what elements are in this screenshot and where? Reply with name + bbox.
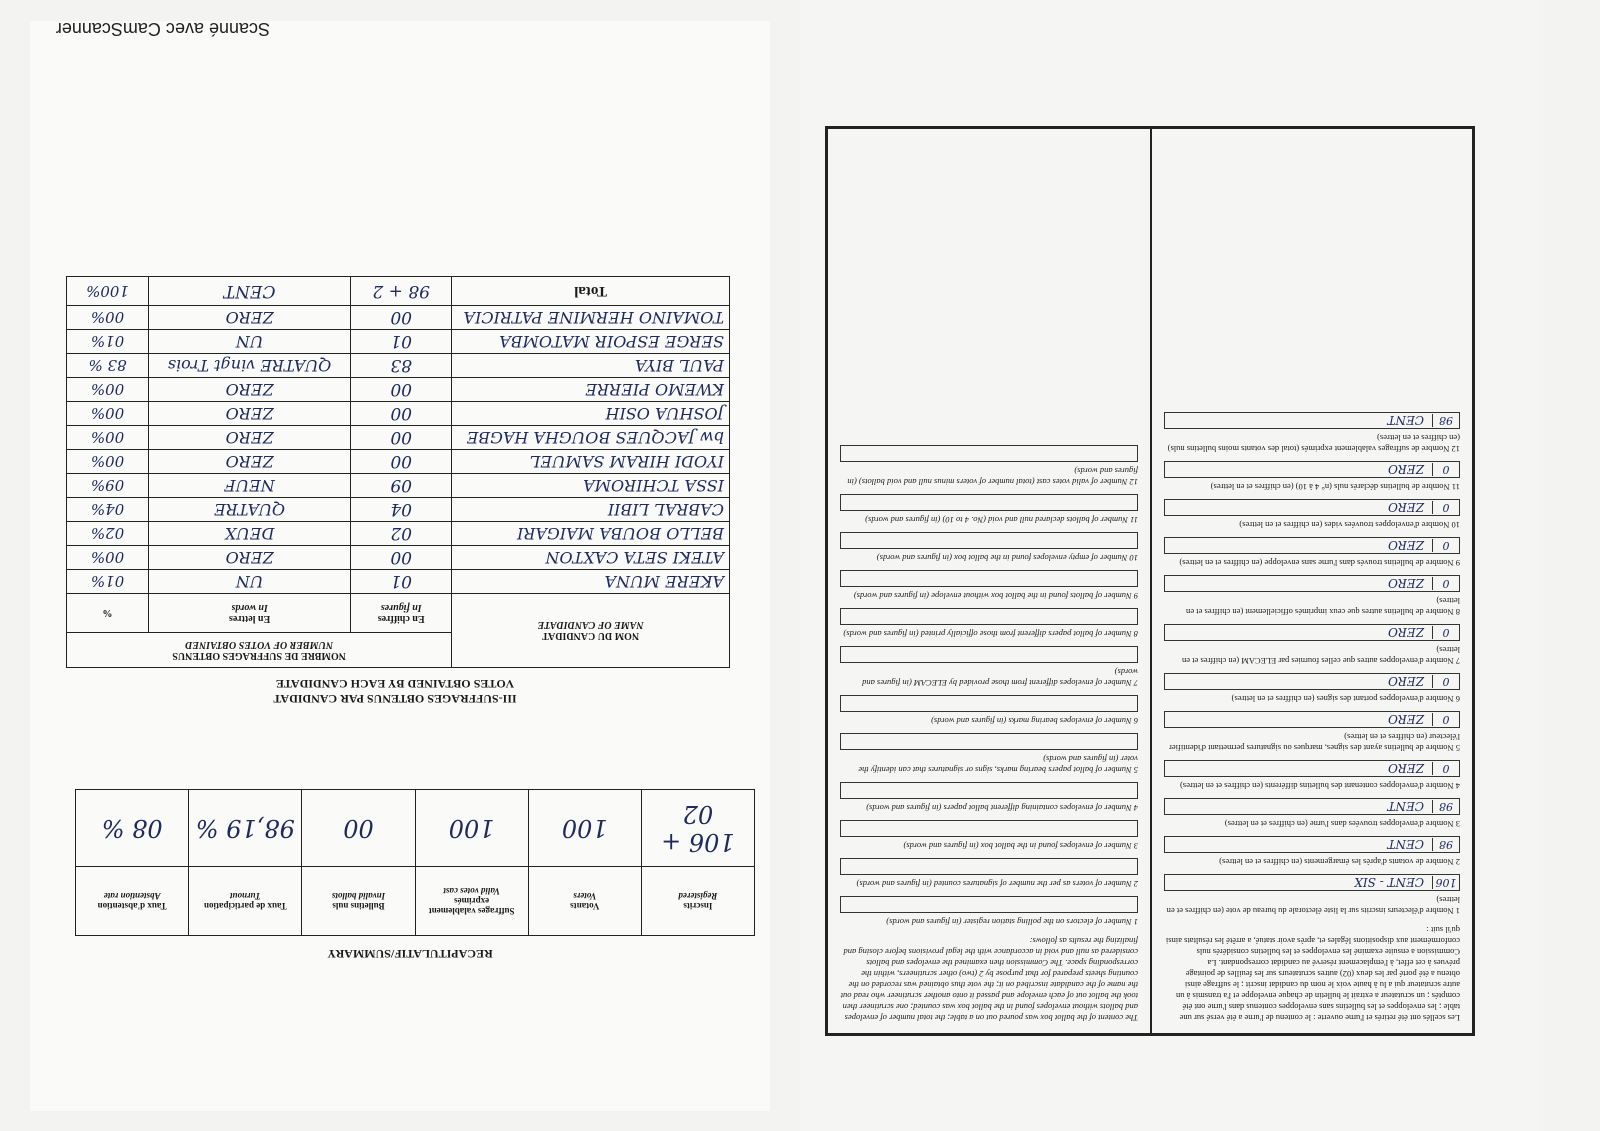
form-fr-item-value: ZERO	[1388, 500, 1424, 515]
votes-header-number: NOMBRE DE SUFFRAGES OBTENUS NUMBER OF VOTES OBTAINED	[67, 633, 452, 668]
candidate-votes-figures: 00	[351, 378, 452, 402]
form-fr-item	[1164, 537, 1460, 568]
form-fr-item-box: 0	[1432, 501, 1459, 514]
votes-total-words: CENT	[149, 277, 351, 306]
table-row	[67, 378, 730, 402]
form-fr-item-value: CENT	[1387, 413, 1424, 428]
candidate-votes-words: ZERO	[149, 378, 351, 402]
candidate-votes-pct: 00%	[67, 378, 149, 402]
form-fr-item-field	[1164, 461, 1460, 478]
candidate-name: JOSHUA OSIH	[452, 402, 730, 426]
form-fr-item-box: 98	[1432, 838, 1459, 851]
candidate-votes-figures: 01	[351, 570, 452, 594]
votes-section	[60, 276, 730, 706]
form-en-item	[840, 646, 1138, 688]
form-en-item-field	[840, 445, 1138, 462]
votes-total-pct: 100%	[67, 277, 149, 306]
form-fr-item-box: 0	[1432, 577, 1459, 590]
form-fr-item	[1164, 874, 1460, 916]
votes-title-en: VOTES OBTAINED BY EACH CANDIDATE	[275, 677, 515, 691]
summary-value-invalid: 00	[302, 790, 415, 867]
form-en-item-field	[840, 494, 1138, 511]
summary-header-voters: Votants Voters	[528, 867, 641, 936]
summary-header-abstention: Taux d'abstention Abstention rate	[76, 867, 189, 936]
votes-header-words: En lettres In words	[149, 594, 351, 633]
candidate-votes-words: UN	[149, 330, 351, 354]
candidate-votes-figures: 09	[351, 474, 452, 498]
candidate-votes-words: ZERO	[149, 426, 351, 450]
camscanner-watermark: Scanné avec CamScanner	[55, 19, 270, 39]
form-en-item-field	[840, 733, 1138, 750]
form-en-items	[840, 445, 1138, 927]
candidate-name: BELLO BOUBA MAIGARI	[452, 522, 730, 546]
form-fr-item-value: ZERO	[1388, 576, 1424, 591]
candidate-votes-figures: 01	[351, 330, 452, 354]
form-fr-item-value: CENT - SIX	[1354, 875, 1424, 890]
form-fr-item-box: 0	[1432, 713, 1459, 726]
form-fr-item-box: 0	[1432, 762, 1459, 775]
form-en-item	[840, 858, 1138, 889]
form-en-item-field	[840, 858, 1138, 875]
form-en-item	[840, 608, 1138, 639]
candidate-name: SERGE ESPOIR MATOMBA	[452, 330, 730, 354]
form-fr-item-label: 3 Nombre d'enveloppes trouvées dans l'urne (en chiffres et en lettres)	[1224, 819, 1460, 829]
candidate-votes-figures: 00	[351, 426, 452, 450]
form-en-item	[840, 733, 1138, 775]
form-fr-item-label: 9 Nombre de bulletins trouvés dans l'urne sans enveloppe (en chiffres et en lettres)	[1179, 558, 1460, 568]
form-fr-item-label: 11 Nombre de bulletins déclarés nuls (n° 4 à 10) (en chiffres et en lettres)	[1210, 482, 1460, 492]
candidate-votes-words: QUATRE vingt Trois	[149, 354, 351, 378]
form-en-item	[840, 494, 1138, 525]
candidate-votes-pct: 04%	[67, 498, 149, 522]
form-frame	[825, 126, 1475, 1036]
form-en-item-field	[840, 646, 1138, 663]
form-en-item	[840, 570, 1138, 601]
candidate-votes-words: ZERO	[149, 546, 351, 570]
form-en-item-field	[840, 820, 1138, 837]
form-fr-item-value: CENT	[1387, 837, 1424, 852]
form-en-item-field	[840, 695, 1138, 712]
candidate-votes-figures: 00	[351, 402, 452, 426]
summary-title: RECAPITULATIF/SUMMARY	[327, 947, 493, 961]
summary-section	[65, 789, 755, 961]
candidate-votes-pct: 00%	[67, 546, 149, 570]
table-row	[67, 570, 730, 594]
form-fr-item-value: ZERO	[1388, 625, 1424, 640]
form-fr-item	[1164, 673, 1460, 704]
form-en-item-label: 4 Number of envelopes containing different ballot papers (in figures and words)	[866, 803, 1138, 813]
candidate-votes-figures: 00	[351, 306, 452, 330]
summary-value-registered: 106 + 02	[641, 790, 754, 867]
table-row	[67, 450, 730, 474]
candidate-votes-words: ZERO	[149, 402, 351, 426]
candidate-votes-pct: 00%	[67, 426, 149, 450]
table-row	[67, 522, 730, 546]
form-column-fr	[1150, 129, 1472, 1033]
votes-total-label: Total	[452, 277, 730, 306]
form-fr-item	[1164, 624, 1460, 666]
form-fr-item-field	[1164, 624, 1460, 641]
summary-value-voters: 100	[528, 790, 641, 867]
form-fr-item-box: 106	[1432, 876, 1459, 889]
form-fr-item-label: 4 Nombre d'enveloppes contenant des bulletins différents (en chiffres et en lettres)	[1180, 781, 1460, 791]
votes-total-figures: 98 + 2	[351, 277, 452, 306]
candidate-name: TOMAINO HERMINE PATRICIA	[452, 306, 730, 330]
table-row	[67, 498, 730, 522]
candidate-votes-figures: 00	[351, 546, 452, 570]
form-en-item-label: 2 Number of voters as per the number of signatures counted (in figures and words)	[856, 879, 1138, 889]
form-fr-item-value: ZERO	[1388, 538, 1424, 553]
form-en-item	[840, 896, 1138, 927]
form-fr-item	[1164, 760, 1460, 791]
form-fr-item-field	[1164, 575, 1460, 592]
form-en-item-label: 9 Number of ballots found in the ballot box without envelope (in figures and words)	[853, 591, 1138, 601]
form-fr-item-label: 7 Nombre d'enveloppes autres que celles fournies par ELECAM (en chiffres et en lettres)	[1181, 645, 1460, 666]
form-fr-item-value: ZERO	[1388, 712, 1424, 727]
form-en-item-label: 11 Number of ballots declared null and void (No. 4 to 10) (in figures and words)	[865, 515, 1138, 525]
form-en-item-label: 10 Number of empty envelopes found in the ballot box (in figures and words)	[876, 553, 1138, 563]
votes-header-name: NOM DU CANDIDAT NAME OF CANDIDATE	[452, 594, 730, 668]
form-fr-item-box: 0	[1432, 539, 1459, 552]
votes-total-row	[67, 277, 730, 306]
summary-header-valid: Suffrages valablement exprimés Valid votes cast	[415, 867, 528, 936]
form-fr-item-field	[1164, 499, 1460, 516]
form-fr-item	[1164, 499, 1460, 530]
form-fr-item	[1164, 798, 1460, 829]
form-fr-item-value: CENT	[1387, 799, 1424, 814]
candidate-votes-pct: 00%	[67, 402, 149, 426]
table-row	[67, 402, 730, 426]
votes-header-figures: En chiffres In figures	[351, 594, 452, 633]
candidate-name: IYODI HIRAM SAMUEL	[452, 450, 730, 474]
form-fr-items	[1164, 412, 1460, 916]
form-column-en	[828, 129, 1150, 1033]
form-fr-item-field	[1164, 874, 1460, 891]
form-fr-item-label: 10 Nombre d'enveloppes trouvées vides (en chiffres et en lettres)	[1239, 520, 1460, 530]
form-fr-item-label: 1 Nombre d'électeurs inscrits sur la liste électorale du bureau de vote (en chiffres et en lettres)	[1166, 895, 1460, 916]
form-en-item-field	[840, 608, 1138, 625]
form-fr-item-field	[1164, 537, 1460, 554]
summary-header-turnout: Taux de participation Turnout	[189, 867, 302, 936]
summary-table	[75, 789, 755, 936]
form-fr-item-label: 2 Nombre de votants d'après les émargements (en chiffres et en lettres)	[1219, 857, 1460, 867]
candidate-votes-words: ZERO	[149, 450, 351, 474]
candidate-name: ATEKI SETA CAXTON	[452, 546, 730, 570]
form-en-item-field	[840, 782, 1138, 799]
form-fr-item-box: 0	[1432, 626, 1459, 639]
candidate-votes-pct: 02%	[67, 522, 149, 546]
votes-header-pct: %	[67, 594, 149, 633]
form-fr-item-value: ZERO	[1388, 674, 1424, 689]
candidate-votes-pct: 01%	[67, 570, 149, 594]
candidate-name: ISSA TCHIROMA	[452, 474, 730, 498]
form-en-intro: The content of the ballot box was poured out on a table; the total number of envelopes and ballots without envelopes found in the ballot box was counted; one scrutineer then took the ballot out of each envelope and passed it onto another scrutineer who read out the name of the candidate inscribed on it; the vote thus obtained was recorded on the counting sheets prepared for that purpose by 2 (two) other scrutineers, within the corresponding space. The Commission then examined the envelopes and ballots considered as null and void in accordance with the legal provisions before closing and finalizing the results as follows:	[840, 936, 1138, 1023]
candidate-name: PAUL BIYA	[452, 354, 730, 378]
table-row	[67, 474, 730, 498]
form-fr-item	[1164, 836, 1460, 867]
candidate-votes-pct: 00%	[67, 450, 149, 474]
form-fr-intro: Les scellés ont été retirés et l'urne ouverte : le contenu de l'urne a été versé sur une table ; les enveloppes et les bulletins sans enveloppes contenus dans l'urne ont été comptés ; un scrutateur a extrait le bulletin de chaque enveloppe et l'a transmis à un autre scrutateur qui a lu à haute voix le nom du candidat inscrit ; le suffrage ainsi obtenu a été porté par les deux (02) autres scrutateurs sur les feuilles de pointage prévues à cet effet, à l'emplacement réservé au candidat correspondant. La Commission a ensuite examiné les enveloppes et les bulletins considérés nuls conformément aux dispositions légales et, après avoir statué, a arrêté les résultats ainsi qu'il suit :	[1165, 925, 1460, 1023]
candidate-votes-figures: 04	[351, 498, 452, 522]
form-en-item	[840, 445, 1138, 487]
form-en-item-label: 12 Number of valid votes cast (total number of voters minus null and void ballots) (in figures and words)	[847, 466, 1138, 487]
form-fr-item-field	[1164, 760, 1460, 777]
form-fr-item-box: 98	[1432, 414, 1459, 427]
form-en-item	[840, 532, 1138, 563]
summary-header-registered: Inscrits Registered	[641, 867, 754, 936]
candidate-name: AKERE MUNA	[452, 570, 730, 594]
table-row	[67, 426, 730, 450]
candidate-votes-words: DEUX	[149, 522, 351, 546]
summary-header-invalid: Bulletins nuls Invalid ballots	[302, 867, 415, 936]
form-fr-item-box: 98	[1432, 800, 1459, 813]
form-fr-item-box: 0	[1432, 675, 1459, 688]
form-fr-item-field	[1164, 711, 1460, 728]
form-fr-item-field	[1164, 673, 1460, 690]
form-fr-item-label: 6 Nombre d'enveloppes portant des signes (en chiffres et en lettres)	[1231, 694, 1460, 704]
form-en-item-label: 5 Number of ballot papers bearing marks, signs or signatures that can identify the voter (in figures and words)	[858, 754, 1138, 775]
candidate-name: KWEMO PIERRE	[452, 378, 730, 402]
candidate-votes-figures: 83	[351, 354, 452, 378]
votes-title-fr: III-SUFFRAGES OBTENUS PAR CANDIDAT	[273, 692, 517, 706]
form-fr-item-box: 0	[1432, 463, 1459, 476]
candidate-votes-pct: 00%	[67, 306, 149, 330]
form-fr-item-label: 5 Nombre de bulletins ayant des signes, marques ou signatures permettant d'identifier l'électeur (en chiffres et en lettres)	[1169, 732, 1460, 753]
form-en-item-field	[840, 532, 1138, 549]
candidate-votes-pct: 01%	[67, 330, 149, 354]
form-en-item-label: 7 Number of envelopes different from those provided by ELECAM (in figures and words)	[862, 667, 1138, 688]
form-en-item-label: 8 Number of ballot papers different from those officially printed (in figures and words)	[843, 629, 1138, 639]
candidate-votes-words: QUATRE	[149, 498, 351, 522]
form-fr-item-field	[1164, 798, 1460, 815]
candidate-votes-figures: 02	[351, 522, 452, 546]
candidate-votes-words: UN	[149, 570, 351, 594]
candidate-votes-pct: 09%	[67, 474, 149, 498]
candidate-votes-pct: 83 %	[67, 354, 149, 378]
form-en-item	[840, 782, 1138, 813]
form-fr-item-label: 8 Nombre de bulletins autres que ceux imprimés officiellement (en chiffres et en lettres)	[1186, 596, 1460, 617]
form-fr-item	[1164, 711, 1460, 753]
candidate-name: bw JACQUES BOUGHA HAGBE	[452, 426, 730, 450]
form-fr-item	[1164, 575, 1460, 617]
summary-value-abstention: 08 %	[76, 790, 189, 867]
candidate-votes-figures: 00	[351, 450, 452, 474]
candidate-name: CABRAL LIBII	[452, 498, 730, 522]
form-fr-item-label: 12 Nombre de suffrages valablement exprimés (total des votants moins bulletins nuls) (en chiffres et en lettres)	[1167, 433, 1460, 454]
candidate-votes-words: NEUF	[149, 474, 351, 498]
form-fr-item-field	[1164, 836, 1460, 853]
form-en-item-label: 6 Number of envelopes bearing marks (in figures and words)	[931, 716, 1138, 726]
form-en-item-field	[840, 896, 1138, 913]
form-fr-item-field	[1164, 412, 1460, 429]
form-fr-item-value: ZERO	[1388, 761, 1424, 776]
form-fr-item	[1164, 461, 1460, 492]
form-en-item	[840, 820, 1138, 851]
votes-rows	[67, 306, 730, 594]
candidate-votes-words: ZERO	[149, 306, 351, 330]
table-row	[67, 306, 730, 330]
form-en-item	[840, 695, 1138, 726]
table-row	[67, 354, 730, 378]
summary-value-turnout: 98,19 %	[189, 790, 302, 867]
votes-table	[66, 276, 730, 668]
form-en-item-label: 3 Number of envelopes found in the ballot box (in figures and words)	[903, 841, 1138, 851]
form-fr-item	[1164, 412, 1460, 454]
form-en-item-label: 1 Number of electors on the polling station register (in figures and words)	[886, 917, 1138, 927]
summary-value-valid: 100	[415, 790, 528, 867]
form-fr-item-value: ZERO	[1388, 462, 1424, 477]
table-row	[67, 546, 730, 570]
table-row	[67, 330, 730, 354]
form-en-item-field	[840, 570, 1138, 587]
